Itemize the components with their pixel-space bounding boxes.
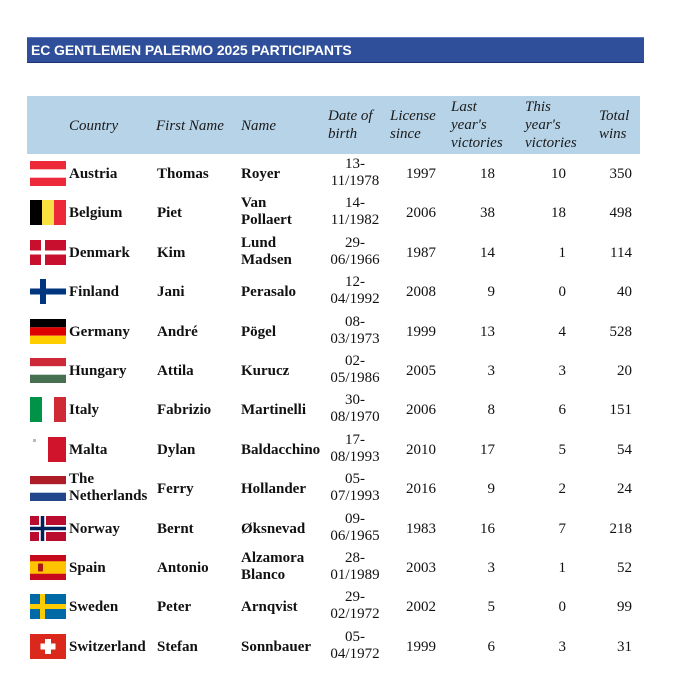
country-cell: Finland	[69, 284, 120, 300]
first-name-cell: Thomas	[157, 166, 209, 182]
page-title: EC GENTLEMEN PALERMO 2025 PARTICIPANTS	[31, 42, 352, 58]
header-license: License since	[390, 108, 436, 142]
first-name-cell: Attila	[157, 363, 194, 379]
name-cell: Perasalo	[241, 284, 296, 300]
first-name-cell: André	[157, 324, 198, 340]
last-year-cell: 38	[480, 205, 495, 221]
header-this-year: This year's victories	[525, 99, 577, 151]
header-country: Country	[69, 118, 119, 134]
last-year-cell: 18	[480, 166, 495, 182]
country-cell: The Netherlands	[69, 471, 148, 504]
table-row	[27, 509, 640, 548]
last-year-cell: 6	[487, 639, 495, 655]
dob-cell: 17- 08/1993	[330, 432, 380, 465]
name-cell: Øksnevad	[241, 521, 306, 537]
header-last-year: Last year's victories	[451, 99, 503, 151]
germany-flag-icon	[30, 319, 66, 344]
this-year-cell: 3	[558, 363, 566, 379]
total-wins-cell: 24	[617, 481, 632, 497]
denmark-flag-icon	[30, 240, 66, 265]
table-row	[27, 272, 640, 311]
this-year-cell: 4	[558, 324, 566, 340]
dob-cell: 13- 11/1978	[330, 156, 380, 189]
this-year-cell: 10	[551, 166, 566, 182]
dob-cell: 29- 02/1972	[330, 589, 380, 622]
name-cell: Van Pollaert	[241, 195, 292, 228]
name-cell: Kurucz	[241, 363, 290, 379]
last-year-cell: 8	[487, 402, 495, 418]
country-cell: Belgium	[69, 205, 123, 221]
dob-cell: 05- 07/1993	[330, 471, 380, 504]
license-cell: 1983	[406, 521, 436, 537]
header-first-name: First Name	[156, 118, 224, 134]
name-cell: Hollander	[241, 481, 307, 497]
dob-cell: 05- 04/1972	[330, 629, 380, 662]
table-row	[27, 469, 640, 508]
table-row	[27, 390, 640, 429]
last-year-cell: 5	[487, 599, 495, 615]
total-wins-cell: 99	[617, 599, 632, 615]
country-cell: Switzerland	[69, 639, 146, 655]
first-name-cell: Antonio	[157, 560, 209, 576]
first-name-cell: Dylan	[157, 442, 196, 458]
first-name-cell: Kim	[157, 245, 186, 261]
first-name-cell: Stefan	[157, 639, 198, 655]
norway-flag-icon	[30, 516, 66, 541]
first-name-cell: Peter	[157, 599, 192, 615]
license-cell: 1999	[406, 639, 436, 655]
italy-flag-icon	[30, 397, 66, 422]
hungary-flag-icon	[30, 358, 66, 383]
license-cell: 2006	[406, 402, 436, 418]
country-cell: Germany	[69, 324, 130, 340]
spain-flag-icon	[30, 555, 66, 580]
header-name: Name	[241, 118, 276, 134]
total-wins-cell: 218	[609, 521, 632, 537]
table-row	[27, 233, 640, 272]
country-cell: Spain	[69, 560, 106, 576]
license-cell: 1999	[406, 324, 436, 340]
this-year-cell: 3	[558, 639, 566, 655]
dob-cell: 28- 01/1989	[330, 550, 380, 583]
this-year-cell: 2	[558, 481, 566, 497]
country-cell: Denmark	[69, 245, 130, 261]
name-cell: Lund Madsen	[241, 235, 292, 268]
table-row	[27, 351, 640, 390]
finland-flag-icon	[30, 279, 66, 304]
license-cell: 2006	[406, 205, 436, 221]
table-row	[27, 587, 640, 626]
name-cell: Alzamora Blanco	[241, 550, 305, 583]
license-cell: 2002	[406, 599, 436, 615]
total-wins-cell: 54	[617, 442, 632, 458]
this-year-cell: 6	[558, 402, 566, 418]
dob-cell: 02- 05/1986	[330, 353, 380, 386]
license-cell: 1987	[406, 245, 436, 261]
austria-flag-icon	[30, 161, 66, 186]
table-row	[27, 430, 640, 469]
total-wins-cell: 498	[609, 205, 632, 221]
malta-flag-icon	[30, 437, 66, 462]
this-year-cell: 1	[558, 560, 566, 576]
dob-cell: 12- 04/1992	[330, 274, 380, 307]
last-year-cell: 3	[487, 363, 495, 379]
dob-cell: 09- 06/1965	[330, 511, 380, 544]
name-cell: Royer	[241, 166, 281, 182]
name-cell: Arnqvist	[241, 599, 298, 615]
this-year-cell: 1	[558, 245, 566, 261]
table-header	[27, 96, 640, 154]
country-cell: Norway	[69, 521, 120, 537]
name-cell: Pögel	[241, 324, 276, 340]
first-name-cell: Jani	[157, 284, 185, 300]
total-wins-cell: 31	[617, 639, 632, 655]
license-cell: 2003	[406, 560, 436, 576]
last-year-cell: 16	[480, 521, 495, 537]
table-row	[27, 312, 640, 351]
this-year-cell: 0	[558, 599, 566, 615]
table-row	[27, 193, 640, 232]
this-year-cell: 0	[558, 284, 566, 300]
netherlands-flag-icon	[30, 476, 66, 501]
switzerland-flag-icon	[30, 634, 66, 659]
this-year-cell: 7	[558, 521, 566, 537]
this-year-cell: 5	[558, 442, 566, 458]
dob-cell: 14- 11/1982	[330, 195, 380, 228]
license-cell: 2005	[406, 363, 436, 379]
country-cell: Austria	[69, 166, 118, 182]
name-cell: Martinelli	[241, 402, 306, 418]
license-cell: 1997	[406, 166, 436, 182]
first-name-cell: Fabrizio	[157, 402, 212, 418]
this-year-cell: 18	[551, 205, 566, 221]
total-wins-cell: 40	[617, 284, 632, 300]
last-year-cell: 9	[487, 481, 495, 497]
name-cell: Baldacchino	[241, 442, 321, 458]
total-wins-cell: 151	[609, 402, 632, 418]
last-year-cell: 9	[487, 284, 495, 300]
belgium-flag-icon	[30, 200, 66, 225]
table-row	[27, 548, 640, 587]
last-year-cell: 14	[480, 245, 495, 261]
total-wins-cell: 20	[617, 363, 632, 379]
license-cell: 2008	[406, 284, 436, 300]
dob-cell: 08- 03/1973	[330, 314, 380, 347]
name-cell: Sonnbauer	[241, 639, 312, 655]
country-cell: Hungary	[69, 363, 127, 379]
total-wins-cell: 114	[610, 245, 632, 261]
total-wins-cell: 528	[609, 324, 632, 340]
first-name-cell: Ferry	[157, 481, 194, 497]
title-bar	[27, 37, 644, 63]
last-year-cell: 3	[487, 560, 495, 576]
header-dob: Date of birth	[328, 108, 373, 142]
first-name-cell: Piet	[157, 205, 182, 221]
table-row	[27, 154, 640, 193]
last-year-cell: 13	[480, 324, 495, 340]
license-cell: 2010	[406, 442, 436, 458]
total-wins-cell: 350	[609, 166, 632, 182]
sweden-flag-icon	[30, 594, 66, 619]
first-name-cell: Bernt	[157, 521, 194, 537]
table-row	[27, 627, 640, 666]
header-total-wins: Total wins	[599, 108, 630, 142]
total-wins-cell: 52	[617, 560, 632, 576]
dob-cell: 30- 08/1970	[330, 392, 380, 425]
license-cell: 2016	[406, 481, 436, 497]
country-cell: Italy	[69, 402, 99, 418]
country-cell: Sweden	[69, 599, 119, 615]
last-year-cell: 17	[480, 442, 495, 458]
country-cell: Malta	[69, 442, 108, 458]
dob-cell: 29- 06/1966	[330, 235, 380, 268]
